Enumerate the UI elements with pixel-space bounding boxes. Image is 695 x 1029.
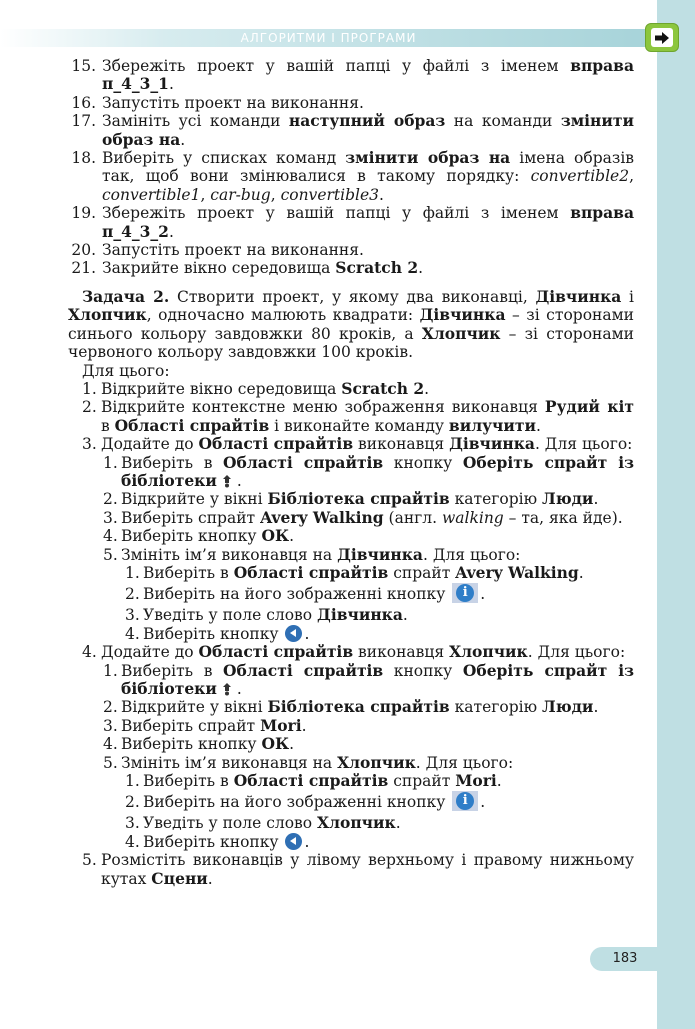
list-text (102, 94, 634, 112)
text-run: . (236, 471, 242, 490)
text-run: Змініть ім’я виконавця на (121, 753, 338, 772)
back-arrow-icon (285, 833, 302, 850)
list-text (121, 546, 634, 564)
text-run: категорію (449, 698, 542, 717)
bold-term: Дівчинка (535, 286, 622, 306)
text-run: Виберіть в (143, 563, 234, 582)
bold-term: Бібліотека спрайтів (267, 697, 450, 717)
list-item (68, 698, 634, 716)
list-number: 15. (71, 57, 96, 75)
text-run: виконавця (353, 435, 450, 454)
text-run: Виберіть спрайт (121, 716, 261, 735)
text-run: спрайт (388, 563, 456, 582)
list-item (68, 582, 634, 606)
text-run: . (379, 185, 384, 204)
text-run: Запустіть проект на виконання. (102, 93, 364, 112)
list-text (101, 851, 634, 888)
bold-term: Області спрайтів (223, 660, 384, 680)
text-run: , (629, 167, 634, 186)
text-run: . Для цього: (534, 435, 633, 454)
text-run: Уведіть у поле слово (143, 814, 318, 833)
text-run: Виберіть у списках команд (102, 149, 346, 168)
text-run: Виберіть в (121, 453, 223, 472)
text-run: . (289, 527, 295, 546)
list-number: 1. (103, 453, 118, 472)
list-number: 2. (103, 698, 118, 717)
list-number: 18. (71, 149, 96, 168)
bold-term: ОК (261, 526, 290, 546)
bold-term: Дівчинка (337, 544, 423, 564)
list-number: 2. (82, 398, 97, 417)
list-text (143, 582, 634, 606)
text-run: Виберіть кнопку (143, 832, 284, 851)
italic-term: convertible1 (102, 185, 201, 204)
list-item (68, 241, 634, 259)
bold-term: Хлопчик (449, 642, 528, 662)
list-item (68, 204, 634, 241)
sprite-library-icon (220, 682, 234, 696)
list-number: 21. (71, 259, 96, 278)
text-run: , (270, 185, 281, 204)
bold-term: Mori (455, 771, 497, 791)
list-number: 17. (71, 112, 96, 131)
bold-term: Люди (542, 489, 594, 509)
list-number: 1. (82, 379, 97, 398)
list-number: 5. (103, 753, 118, 772)
list-number: 4. (125, 832, 140, 851)
list-number: 16. (71, 93, 96, 112)
text-run: Відкрийте вікно середовища (101, 379, 342, 398)
list-item (68, 527, 634, 545)
italic-term: convertible3 (280, 185, 379, 204)
bold-term: змінити образ на (345, 148, 511, 168)
bold-term: Mori (260, 715, 302, 735)
text-run: . Для цього: (415, 753, 514, 772)
bold-term: вилучити (448, 415, 536, 435)
list-text (121, 490, 634, 508)
arrow-right-icon (651, 28, 673, 47)
list-item (68, 643, 634, 661)
text-run: Збережіть проект у вашій папці у файлі з іменем (102, 57, 571, 75)
list-item (68, 790, 634, 814)
list-number: 3. (103, 508, 118, 527)
text-run: кнопку (383, 661, 463, 680)
text-run: Виберіть спрайт (121, 508, 261, 527)
list-item (68, 735, 634, 753)
list-text (121, 527, 634, 545)
page-header-title: АЛГОРИТМИ І ПРОГРАМИ (240, 31, 417, 45)
bold-term: Avery Walking (260, 507, 384, 527)
bold-term: Області спрайтів (198, 434, 354, 454)
text-run: – зі сторонами червоного кольору завдовжки 100 кроків. (68, 324, 634, 362)
list-text (143, 564, 634, 582)
list-text (121, 662, 634, 699)
bold-term: Хлопчик (421, 323, 501, 343)
text-run: спрайт (388, 772, 456, 791)
text-run: і виконайте команду (269, 416, 449, 435)
list-item (68, 149, 634, 204)
page-number: 183 (590, 947, 660, 971)
text-run: . Для цього: (527, 643, 626, 662)
list-number: 3. (82, 435, 97, 454)
text-run: Закрийте вікно середовища (102, 259, 336, 278)
bold-term: Avery Walking (455, 562, 579, 582)
list-text (102, 112, 634, 149)
bold-term: змінити образ на (102, 111, 634, 149)
list-item (68, 851, 634, 888)
list-item (68, 717, 634, 735)
text-run: Додайте до (101, 435, 199, 454)
bold-term: Області спрайтів (198, 642, 354, 662)
bold-term: вправа п_4_3_1 (102, 56, 634, 94)
list-number: 4. (125, 624, 140, 643)
bold-term: Хлопчик (68, 305, 147, 325)
text-run: Збережіть проект у вашій папці у файлі з іменем (102, 204, 571, 223)
text-run: . (168, 222, 174, 241)
bold-term: Оберіть спрайт із бібліотеки (121, 452, 635, 490)
list-item (68, 435, 634, 453)
text-run: і (621, 287, 634, 306)
text-run: – та, яка йде). (503, 508, 623, 527)
text-run: . (593, 490, 599, 509)
text-run: . (578, 563, 584, 582)
list-text (102, 259, 634, 277)
text-run: в (101, 416, 115, 435)
text-run: імена образів так, щоб вони змінювалися в такому порядку: (102, 149, 634, 186)
list-number: 3. (125, 606, 140, 625)
list-number: 1. (103, 661, 118, 680)
list-text (143, 814, 634, 832)
list-text (143, 625, 634, 643)
list-item (68, 833, 634, 851)
bold-term: Дівчинка (317, 605, 403, 625)
list-item (68, 546, 634, 564)
list-item (68, 398, 634, 435)
text-run: Відкрийте у вікні (121, 490, 268, 509)
list-text (121, 735, 634, 753)
text-run: Відкрийте у вікні (121, 698, 268, 717)
page-content (68, 57, 634, 888)
bold-term: Області спрайтів (233, 771, 389, 791)
bold-term: Рудий кіт (544, 397, 635, 417)
list-number: 3. (103, 716, 118, 735)
text-run: . (304, 624, 310, 643)
text-run: . (418, 259, 424, 278)
list-item (68, 625, 634, 643)
text-run: . (480, 585, 486, 604)
list-number: 20. (71, 241, 96, 260)
text-run: Виберіть на його зображенні кнопку (143, 793, 451, 812)
text-run: , одночасно малюють квадрати: (146, 306, 420, 325)
text-run: Додайте до (101, 643, 199, 662)
text-run: . (236, 680, 242, 698)
info-icon: i (452, 791, 478, 811)
text-run: Створити проект, у якому два виконавці, (169, 287, 536, 306)
list-text (101, 380, 634, 398)
bold-term: Області спрайтів (233, 562, 389, 582)
text-run: Відкрийте контекстне меню зображення виконавця (101, 398, 545, 417)
side-strip (657, 0, 695, 1029)
text-run: Виберіть в (121, 661, 223, 680)
list-item (68, 380, 634, 398)
list-number: 1. (125, 772, 140, 791)
list-text (121, 698, 634, 716)
list-text (121, 509, 634, 527)
text-run: (англ. (383, 508, 442, 527)
italic-term: car-bug (210, 185, 271, 204)
list-number: 4. (82, 643, 97, 662)
text-run: на команди (445, 112, 561, 131)
text-run: , (200, 185, 211, 204)
list-text (101, 435, 634, 453)
bold-term: вправа п_4_3_2 (102, 203, 634, 241)
text-run: . (168, 75, 174, 94)
italic-term: walking (442, 508, 504, 527)
text-run: . (593, 698, 599, 717)
list-number: 19. (71, 204, 96, 223)
text-run: . (496, 772, 502, 791)
list-number: 1. (125, 563, 140, 582)
text-run: Запустіть проект на виконання. (102, 241, 364, 260)
list-number: 4. (103, 527, 118, 546)
text-run: . (207, 869, 213, 888)
list-text (102, 149, 634, 204)
text-run: Виберіть в (143, 772, 234, 791)
list-text (143, 790, 634, 814)
bold-term: Дівчинка (419, 305, 506, 325)
list-number: 2. (103, 490, 118, 509)
list-text (101, 643, 634, 661)
list-number: 2. (125, 585, 140, 604)
bold-term: Області спрайтів (114, 415, 270, 435)
text-run: . (180, 130, 186, 149)
text-run: Виберіть кнопку (143, 624, 284, 643)
bold-term: Дівчинка (449, 434, 535, 454)
list-text (121, 754, 634, 772)
text-run: Уведіть у поле слово (143, 606, 318, 625)
list-item (68, 564, 634, 582)
sprite-library-icon (220, 474, 234, 488)
text-run: Замініть усі команди (102, 112, 289, 131)
text-run: . (424, 379, 430, 398)
list-text (143, 772, 634, 790)
list-number: 5. (82, 851, 97, 870)
list-item (68, 509, 634, 527)
list-text (121, 717, 634, 735)
back-arrow-icon (285, 625, 302, 642)
info-icon: i (452, 583, 478, 603)
list-item (68, 490, 634, 508)
text-run: . Для цього: (422, 545, 521, 564)
next-page-button[interactable] (645, 23, 679, 52)
text-run: Виберіть на його зображенні кнопку (143, 585, 451, 604)
task-intro: Для цього: (82, 361, 170, 380)
list-item (68, 662, 634, 699)
text-run: кнопку (383, 453, 463, 472)
bold-term: Бібліотека спрайтів (267, 489, 450, 509)
list-text (121, 454, 634, 491)
bold-term: Сцени (151, 868, 208, 888)
task-statement (68, 288, 634, 362)
text-run: . (304, 832, 310, 851)
text-run: категорію (449, 490, 542, 509)
text-run: Змініть ім’я виконавця на (121, 545, 338, 564)
list-text (101, 398, 634, 435)
text-run: . (395, 814, 401, 833)
list-text (102, 57, 634, 94)
text-run: виконавця (353, 643, 450, 662)
list-item (68, 754, 634, 772)
bold-term: Хлопчик (317, 813, 396, 833)
list-text (143, 606, 634, 624)
list-item (68, 772, 634, 790)
list-item (68, 259, 634, 277)
steps-list-main (68, 380, 634, 888)
text-run: Виберіть кнопку (121, 735, 262, 754)
bold-term: Задача 2. (82, 286, 170, 306)
text-run: . (289, 735, 295, 754)
bold-term: наступний образ (288, 111, 446, 131)
text-run: . (402, 606, 408, 625)
bold-term: Області спрайтів (223, 452, 384, 472)
text-run: . (535, 416, 541, 435)
list-text (102, 204, 634, 241)
text-run: . (301, 716, 307, 735)
steps-list-top (68, 57, 634, 278)
bold-term: Люди (542, 697, 594, 717)
list-number: 5. (103, 545, 118, 564)
list-item (68, 814, 634, 832)
text-run: . (480, 793, 486, 812)
list-number: 4. (103, 735, 118, 754)
text-run: Виберіть кнопку (121, 527, 262, 546)
list-text (102, 241, 634, 259)
bold-term: Scratch 2 (335, 258, 419, 278)
list-item (68, 94, 634, 112)
text-run: – зі сторонами синього кольору завдовжки 80 кроків, а (68, 306, 634, 343)
list-item (68, 112, 634, 149)
list-number: 2. (125, 793, 140, 812)
list-item (68, 57, 634, 94)
text-run: Розмістіть виконавців у лівому верхньому і правому нижньому кутах (101, 851, 634, 888)
list-item (68, 454, 634, 491)
bold-term: Scratch 2 (341, 378, 425, 398)
bold-term: Хлопчик (337, 752, 416, 772)
bold-term: ОК (261, 734, 290, 754)
bold-term: Оберіть спрайт із бібліотеки (121, 660, 635, 698)
italic-term: convertible2 (530, 167, 630, 186)
list-number: 3. (125, 814, 140, 833)
list-text (143, 833, 634, 851)
list-item (68, 606, 634, 624)
